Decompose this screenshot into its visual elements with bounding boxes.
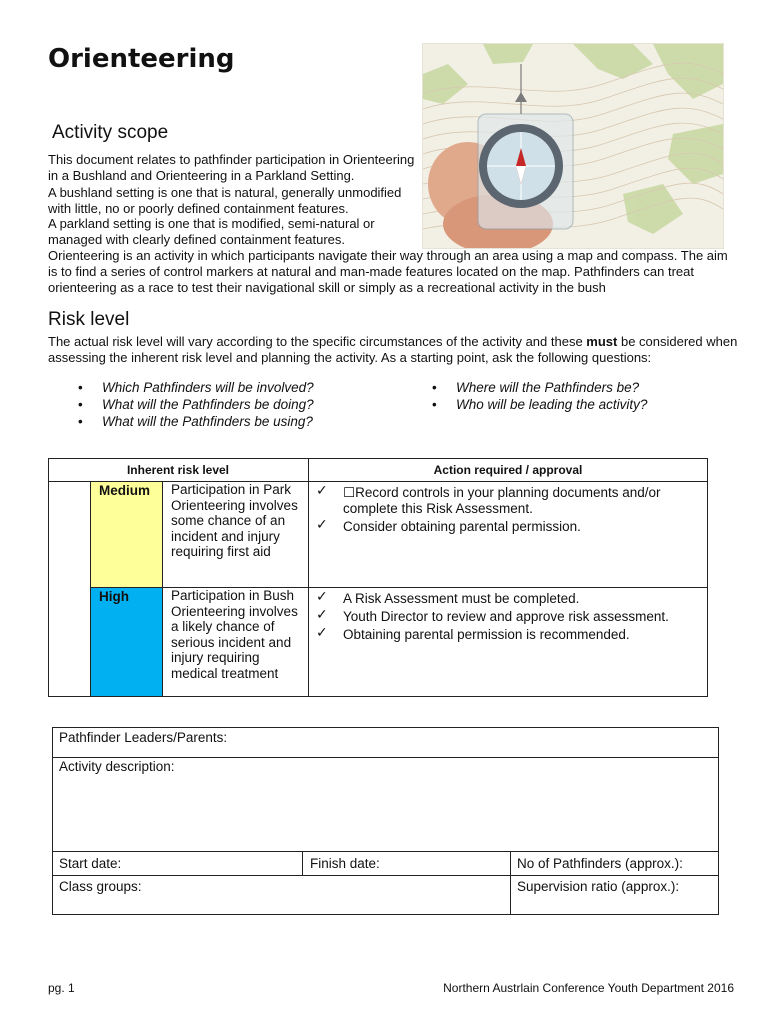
questions-right [426, 379, 647, 413]
risk-intro: The actual risk level will vary according to the specific circumstances of the activity and these must be considered when assessing the inherent risk level and planning the activity. As a starting point, ask the following questions: [48, 334, 738, 365]
page-number: pg. 1 [48, 981, 75, 995]
footer-org: Northern Austrlain Conference Youth Department 2016 [443, 981, 734, 995]
leaders-field[interactable]: Pathfinder Leaders/Parents: [59, 730, 228, 745]
table-header-risk: Inherent risk level [126, 463, 230, 477]
question-item: • Which Pathfinders will be involved? [78, 380, 314, 395]
num-pathfinders-field[interactable]: No of Pathfinders (approx.): [517, 856, 683, 871]
page-title: Orienteering [48, 44, 235, 74]
risk-level-heading: Risk level [48, 309, 130, 330]
check-icon: ✓ [316, 624, 328, 640]
activity-description-field[interactable]: Activity description: [59, 759, 175, 774]
bullet-icon: • [432, 380, 437, 395]
bullet-icon: • [432, 397, 437, 412]
table-level-divider [162, 481, 163, 697]
action-item: A Risk Assessment must be completed. [343, 591, 580, 606]
start-date-field[interactable]: Start date: [59, 856, 122, 871]
check-icon: ✓ [316, 588, 328, 604]
action-item: Consider obtaining parental permission. [343, 519, 581, 534]
check-icon: ✓ [316, 516, 328, 532]
question-item: • Who will be leading the activity? [432, 397, 648, 412]
supervision-ratio-field[interactable]: Supervision ratio (approx.): [517, 879, 680, 894]
activity-scope-heading: Activity scope [52, 122, 169, 143]
action-item: Youth Director to review and approve risk assessment. [343, 609, 669, 624]
action-item: ☐Record controls in your planning documents and/or complete this Risk Assessment. [343, 485, 661, 516]
risk-level-high [91, 588, 162, 696]
question-item: • What will the Pathfinders be doing? [78, 397, 314, 412]
class-groups-field[interactable]: Class groups: [59, 879, 142, 894]
risk-level-label: High [99, 589, 129, 604]
question-item: • What will the Pathfinders be using? [78, 414, 313, 429]
scope-paragraph-3: A parkland setting is one that is modified, semi-natural or managed with clearly defined containment features. [48, 216, 375, 247]
table-col-divider [308, 458, 309, 697]
form-divider [52, 851, 719, 852]
form-divider [52, 875, 719, 876]
questions-left [72, 379, 314, 430]
bullet-icon: • [78, 380, 83, 395]
check-icon: ✓ [316, 606, 328, 622]
question-item: • Where will the Pathfinders be? [432, 380, 640, 395]
finish-date-field[interactable]: Finish date: [310, 856, 380, 871]
scope-paragraph-2: A bushland setting is one that is natural, generally unmodified with little, no or poorly defined containment features. [48, 185, 402, 216]
table-header-action: Action required / approval [433, 463, 583, 477]
risk-description-medium: Participation in Park Orienteering involves some chance of an incident and injury requiring first aid [171, 482, 298, 559]
risk-description-high: Participation in Bush Orienteering involves a likely chance of serious incident and injury requiring medical treatment [171, 588, 298, 681]
bullet-icon: • [78, 397, 83, 412]
form-col-divider [302, 851, 303, 875]
risk-level-medium [91, 482, 162, 587]
scope-paragraph-1: This document relates to pathfinder participation in Orienteering in a Bushland and Orienteering in a Parkland Setting. [48, 152, 415, 183]
form-col-divider [510, 851, 511, 915]
scope-paragraph-4: Orienteering is an activity in which participants navigate their way through an area using a map and compass. The aim is to find a series of control markers at natural and man-made features located on the map. Pathfinders can treat orienteering as a race to test their navigational skill or simply as a recreational activity in the bush [48, 248, 728, 295]
action-item: Obtaining parental permission is recommended. [343, 627, 630, 642]
compass-icon [423, 44, 723, 248]
form-divider [52, 757, 719, 758]
check-icon: ✓ [316, 482, 328, 498]
bullet-icon: • [78, 414, 83, 429]
map-compass-photo [422, 43, 724, 249]
risk-level-label: Medium [99, 483, 151, 498]
